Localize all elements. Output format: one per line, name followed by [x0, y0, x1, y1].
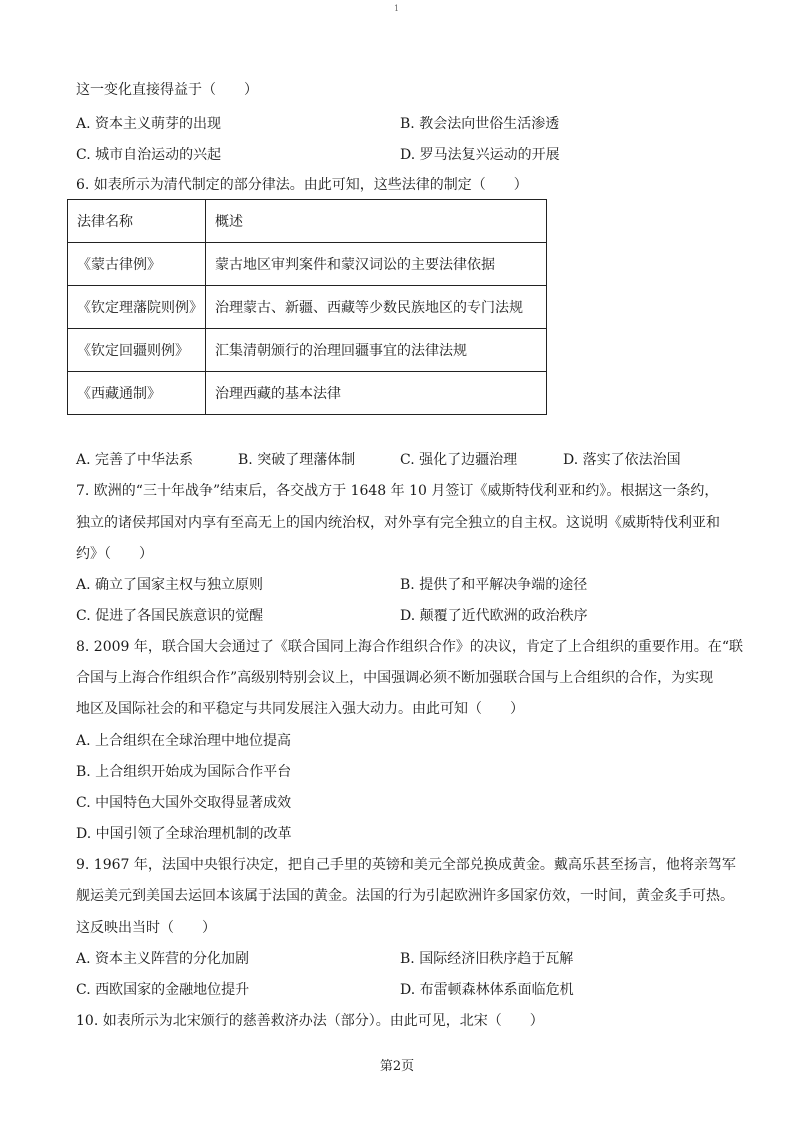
q5-option-c[interactable]: C. 城市自治运动的兴起	[76, 147, 222, 163]
q7-option-b[interactable]: B. 提供了和平解决争端的途径	[400, 577, 588, 593]
q7-option-c[interactable]: C. 促进了各国民族意识的觉醒	[76, 608, 264, 624]
q10-stem: 10. 如表所示为北宋颁行的慈善救济办法（部分）。由此可见，北宋（ ）	[76, 1013, 544, 1029]
q8-option-d[interactable]: D. 中国引领了全球治理机制的改革	[76, 826, 292, 842]
table-cell-summary: 蒙古地区审判案件和蒙汉词讼的主要法律依据	[206, 243, 547, 286]
q5-option-d[interactable]: D. 罗马法复兴运动的开展	[400, 147, 560, 163]
q9-option-b[interactable]: B. 国际经济旧秩序趋于瓦解	[400, 951, 574, 967]
table-cell-summary: 治理西藏的基本法律	[206, 372, 547, 415]
q9-option-c[interactable]: C. 西欧国家的金融地位提升	[76, 982, 250, 998]
table-row	[68, 286, 547, 329]
page-number: 第2页	[379, 1059, 415, 1074]
q7-line-3: 约》（ ）	[76, 546, 153, 562]
q8-line-2: 合国与上海合作组织合作”高级别特别会议上，中国强调必须不断加强联合国与上合组织的合作，为实现	[76, 670, 714, 686]
q9-line-3: 这反映出当时（ ）	[76, 920, 216, 936]
q6-stem: 6. 如表所示为清代制定的部分律法。由此可知，这些法律的制定（ ）	[76, 177, 528, 193]
q6-option-d[interactable]: D. 落实了依法治国	[563, 452, 681, 468]
table-header-name: 法律名称	[68, 200, 206, 243]
table-row	[68, 372, 547, 415]
q6-option-c[interactable]: C. 强化了边疆治理	[400, 452, 518, 468]
law-table	[67, 199, 547, 415]
q8-option-b[interactable]: B. 上合组织开始成为国际合作平台	[76, 764, 292, 780]
q5-stem: 这一变化直接得益于（ ）	[76, 82, 258, 98]
q8-line-3: 地区及国际社会的和平稳定与共同发展注入强大动力。由此可知（ ）	[76, 701, 524, 717]
q7-line-1: 7. 欧洲的“三十年战争”结束后，各交战方于 1648 年 10 月签订《威斯特伐利亚和约》。根据这一条约，	[76, 483, 719, 499]
q9-option-a[interactable]: A. 资本主义阵营的分化加剧	[76, 951, 250, 967]
q5-option-b[interactable]: B. 教会法向世俗生活渗透	[400, 116, 560, 132]
q7-line-2: 独立的诸侯邦国对内享有至高无上的国内统治权，对外享有完全独立的自主权。这说明《威斯特伐利亚和	[76, 515, 720, 531]
table-header-row	[68, 200, 547, 243]
table-cell-summary: 汇集清朝颁行的治理回疆事宜的法律法规	[206, 329, 547, 372]
q8-option-c[interactable]: C. 中国特色大国外交取得显著成效	[76, 795, 292, 811]
q5-option-a[interactable]: A. 资本主义萌芽的出现	[76, 116, 222, 132]
table-cell-summary: 治理蒙古、新疆、西藏等少数民族地区的专门法规	[206, 286, 547, 329]
q6-option-a[interactable]: A. 完善了中华法系	[76, 452, 194, 468]
table-cell-name: 《钦定理藩院则例》	[68, 286, 206, 329]
table-cell-name: 《蒙古律例》	[68, 243, 206, 286]
q7-option-d[interactable]: D. 颠覆了近代欧洲的政治秩序	[400, 608, 588, 624]
table-header-summary: 概述	[206, 200, 547, 243]
table-row	[68, 243, 547, 286]
table-cell-name: 《钦定回疆则例》	[68, 329, 206, 372]
header-mark: 1	[394, 4, 400, 13]
table-cell-name: 《西藏通制》	[68, 372, 206, 415]
q9-line-2: 舰运美元到美国去运回本该属于法国的黄金。法国的行为引起欧洲许多国家仿效，一时间，黄金炙手可热。	[76, 888, 734, 904]
q7-option-a[interactable]: A. 确立了国家主权与独立原则	[76, 577, 264, 593]
q8-line-1: 8. 2009 年，联合国大会通过了《联合国同上海合作组织合作》的决议，肯定了上合组织的重要作用。在“联	[76, 639, 744, 655]
table-row	[68, 329, 547, 372]
q9-option-d[interactable]: D. 布雷顿森林体系面临危机	[400, 982, 574, 998]
q8-option-a[interactable]: A. 上合组织在全球治理中地位提高	[76, 733, 292, 749]
q6-option-b[interactable]: B. 突破了理藩体制	[238, 452, 356, 468]
q9-line-1: 9. 1967 年，法国中央银行决定，把自己手里的英镑和美元全部兑换成黄金。戴高乐甚至扬言，他将亲驾军	[76, 857, 736, 873]
